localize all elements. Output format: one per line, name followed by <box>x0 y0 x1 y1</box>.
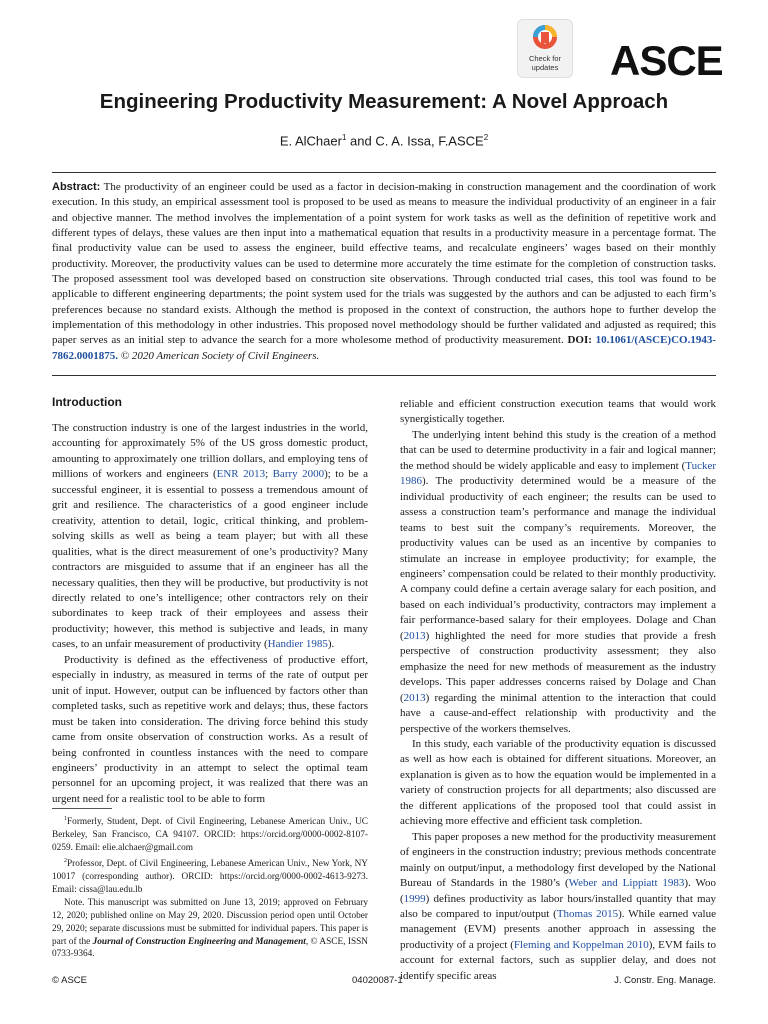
bookmark-icon <box>532 24 558 54</box>
paragraph-text: The underlying intent behind this study is the creation of a method that can be used to determine productivity in a fair and logical manner; the method should be widely applicable and easy to implement ( <box>400 428 716 472</box>
citation-link[interactable]: Barry 2000 <box>272 468 325 481</box>
section-heading-introduction: Introduction <box>52 395 122 409</box>
journal-name: Journal of Construction Engineering and Management <box>92 936 306 947</box>
paragraph <box>400 428 716 737</box>
doi-link[interactable]: 10.1061/(ASCE)CO.1943-7862.0001875. <box>52 334 716 362</box>
doi-label: DOI: <box>567 334 592 347</box>
badge-label-line2: updates <box>531 63 559 72</box>
check-for-updates-badge[interactable] <box>517 19 573 78</box>
citation-link[interactable]: Handier 1985 <box>267 638 328 651</box>
paragraph-text: ). The productivity determined would be a measure of the individual productivity of each engineer; the results can be used to assess a construction team’s performance and manage the individual teams to best suit the company’s requirements. Moreover, the productivity values can be used as an incentive by companies to stimulate an increase in employee productivity; for example, the engineers’ compensation could be related to their monthly productivity. A company could define a certain average salary for each position, and based on each individual’s productivity, contractors may implement a fair performance-based salary for their employees. Dolage and Chan ( <box>400 475 716 642</box>
paragraph-text: ) highlighted the need for more studies that provide a fresh perspective of construction productivity assessment; they also emphasize the need for new methods of measurement as the industry develops. This paper addresses concerns raised by Dolage and Chan ( <box>400 629 716 704</box>
citation-link[interactable]: 2013 <box>403 629 426 642</box>
citation-link[interactable]: Weber and Lippiatt 1983 <box>568 877 685 890</box>
paragraph <box>52 421 368 653</box>
citation-link[interactable]: ENR 2013 <box>216 468 266 481</box>
footnote-mark: 2 <box>64 858 67 865</box>
manuscript-note <box>52 897 368 961</box>
citation-link[interactable]: Fleming and Koppelman 2010 <box>513 938 649 951</box>
abstract-label: Abstract: <box>52 181 101 193</box>
right-column <box>400 397 716 984</box>
abstract <box>52 180 716 364</box>
asce-logo <box>610 37 723 84</box>
footnote-text: Formerly, Student, Dept. of Civil Engineering, Lebanese American Univ., UC Berkeley, San Francisco, CA 94107. ORCID: https://orcid.org/0000-0002-8107-0259. Email: elie.alchaer@gmail.com <box>52 817 368 853</box>
citation-link[interactable]: 1999 <box>403 892 426 905</box>
author-2: C. A. Issa, F.ASCE <box>375 133 484 149</box>
footnote-text: Professor, Dept. of Civil Engineering, Lebanese American Univ., New York, NY 10017 (corresponding author). ORCID: https://orcid.org/0000-0002-4613-9273. Email: cissa@lau.edu.lb <box>52 859 368 895</box>
footnotes <box>52 813 368 962</box>
paragraph-text: ), EVM fails to account for external factors, such as supplier delay, and does not identify specific areas <box>400 938 716 982</box>
abstract-top-rule <box>52 172 716 173</box>
abstract-body: The productivity of an engineer could be used as a factor in decision-making in construction management and the coordination of work execution. In this study, an empirical assessment tool is proposed to be used as means to measure the individual productivity of an engineer in a fair and objective manner. The method involves the implementation of a point system for work tasks as well as the definition of repetitive work and different types of delays, these values are then input into a mathematical equation that results in a productivity measure in a percentage format. The final productivity value can be used to assess the engineer, build effective teams, and recalculate engineers’ wages based on their monthly productivity. Moreover, the productivity values can be used to determine more accurately the time estimate for the completion of construction tasks. The proposed assessment tool was developed based on construction site observations. Through conducted trial cases, this tool was found to be applicable to different engineering departments; the point system used for the trials was suggested by the authors and can be adjusted to each firm’s preferences because no standard exists. Although the method is proposed in the context of construction, the authors hope to further develop the implementation of this methodology in other industries. This proposed novel methodology should be further validated and adjusted as required; this paper serves as an initial step to advance the search for a more wholesome method of productivity measurement. <box>52 181 716 347</box>
paragraph-text: ); to be a successful engineer, it is essential to possess a tremendous amount of grit and resilience. The characteristics of a good engineer include creativity, attention to detail, logic, critical thinking, and problem-solving skills as well as being a team player; but with all these qualities, what is the direct measurement of one’s productivity? Many contractors are misguided to assume that if an engineer has all the necessary qualities, then they will be productive, but productivity is not directly related to one’s intelligence; other contractors rely on their subordinates to keep track of their employees and assess their productivity; however, this method is subjective and leads, in many cases, to an unfair measurement of productivity ( <box>52 468 368 651</box>
paragraph-text: ) regarding the minimal attention to the interaction that could have a cause-and-effect relationship with productivity and the perspective of the workers themselves. <box>400 691 716 735</box>
footer-copyright: © ASCE <box>52 975 87 986</box>
paragraph: reliable and efficient construction execution teams that would work synergistically together. <box>400 398 716 426</box>
footnote-mark: 1 <box>64 816 67 822</box>
footnote-1 <box>52 813 368 854</box>
note-text: Note. This manuscript was submitted on June 13, 2019; approved on February 12, 2020; published online on May 29, 2020. Discussion period open until October 29, 2020; separate discussions must be submitted for individual papers. This paper is part of the <box>52 898 368 947</box>
left-column <box>52 421 368 807</box>
paragraph <box>400 830 716 985</box>
paragraph-text: ). Woo ( <box>400 877 717 905</box>
paragraph: In this study, each variable of the productivity equation is discussed as well as how each is obtained for different situations. Moreover, an explanation is given as to how the equation would be implemented in a variety of construction projects for all departments; also discussed are the different applications of the proposed tool that could assist in achieving more effective and efficient task completion. <box>400 737 716 828</box>
footer-article-number: 04020087-1 <box>352 975 403 986</box>
author-1: E. AlChaer <box>279 133 342 149</box>
author-1-affiliation-mark: 1 <box>341 133 347 142</box>
author-2-affiliation-mark: 2 <box>483 133 489 142</box>
note-text: , © ASCE, ISSN 0733-9364. <box>52 936 369 960</box>
paragraph-text: This paper proposes a new method for the productivity measurement of engineers in the construction industry; previous methods concentrate mainly on output/input, a methodology first developed by the National Bureau of Standards in the 1980’s ( <box>400 830 716 890</box>
author-list <box>0 129 768 150</box>
footnote-rule <box>52 808 112 809</box>
paragraph: Productivity is defined as the effectiveness of productive effort, especially in industry, as measured in terms of the rate of output per unit of input. However, output can be influenced by factors other than completed tasks, such as repetitive work and delays; thus, these factors must be taken into consideration. The driving force behind this study came from onsite observation of construction works. As a result of being confronted in countless instances with the need to compare engineers’ productivity in an attempt to select the optimal team personnel for an upcoming project, it was realized that there was an urgent need for a realistic tool to be able to form <box>52 653 368 805</box>
footnote-2 <box>52 855 368 896</box>
badge-label-line1: Check for <box>528 54 562 63</box>
author-conjunction: and <box>346 133 376 149</box>
citation-link[interactable]: Thomas 2015 <box>556 907 619 920</box>
paragraph-text: ). While earned value management (EVM) presents another approach in assessing the productivity of a project ( <box>400 907 716 951</box>
paragraph-text: ). <box>327 638 335 651</box>
paper-title: Engineering Productivity Measurement: A Novel Approach <box>99 90 669 113</box>
paragraph-text: ) defines productivity as labor hours/installed quantity that may also be compared to input/output ( <box>400 892 716 920</box>
paragraph-text: The construction industry is one of the largest industries in the world, accounting for approximately 5% of the US gross domestic product, amounting to approximately one trillion dollars, and employing tens of millions of workers and engineers ( <box>52 422 368 481</box>
paragraph-text: ; <box>265 468 273 481</box>
citation-link[interactable]: Tucker 1986 <box>400 459 716 488</box>
footer-journal: J. Constr. Eng. Manage. <box>614 975 716 986</box>
citation-link[interactable]: 2013 <box>403 691 426 704</box>
abstract-bottom-rule <box>52 375 716 376</box>
abstract-copyright: © 2020 American Society of Civil Engineers. <box>118 349 320 362</box>
asce-logo-text: ASCE <box>610 37 723 84</box>
